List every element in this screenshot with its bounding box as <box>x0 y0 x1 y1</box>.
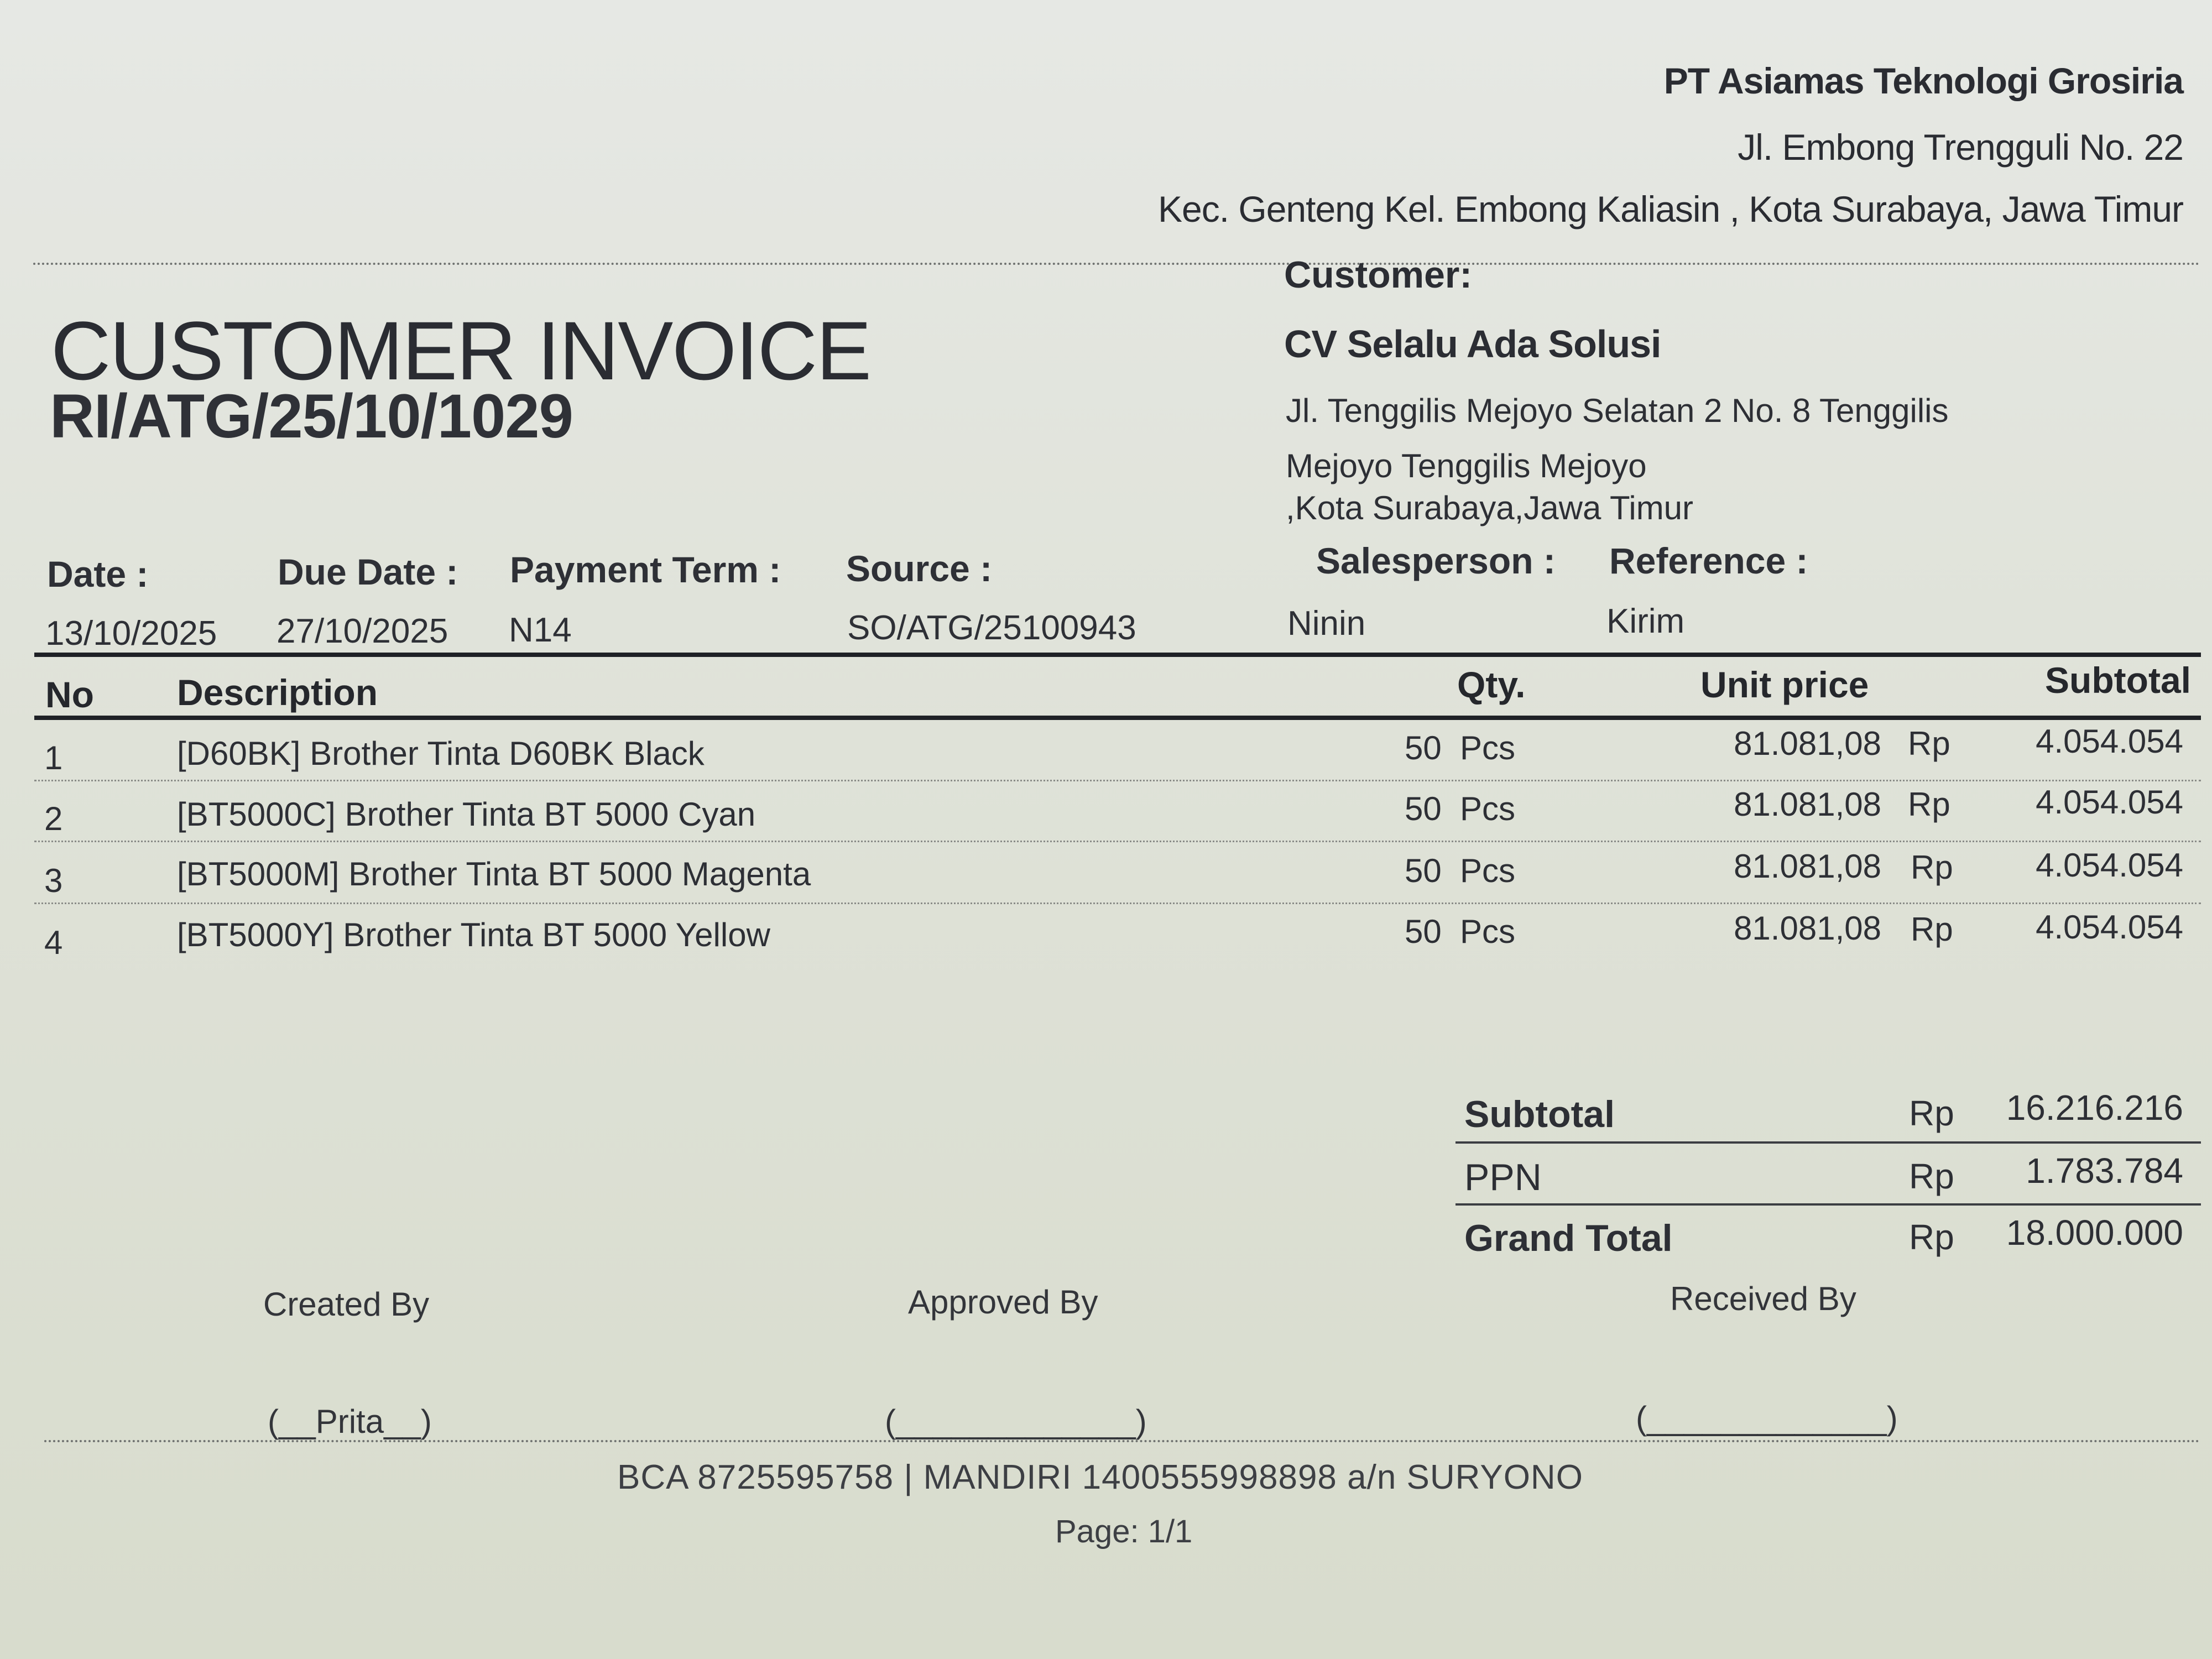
column-header-description: Description <box>177 672 378 713</box>
row-qty: 50 <box>1405 852 1442 889</box>
row-qty: 50 <box>1405 913 1442 950</box>
row-currency: Rp <box>1908 786 1950 823</box>
grand-total-currency: Rp <box>1909 1217 1954 1257</box>
row-uom: Pcs <box>1460 913 1516 950</box>
date-label: Date : <box>47 554 149 594</box>
row-uom: Pcs <box>1460 790 1516 827</box>
page-number: Page: 1/1 <box>1055 1514 1193 1550</box>
row-divider <box>34 780 2201 781</box>
salesperson-label: Salesperson : <box>1316 540 1556 581</box>
source-value: SO/ATG/25100943 <box>847 609 1136 647</box>
header-divider <box>33 263 2201 265</box>
customer-address-line: ,Kota Surabaya,Jawa Timur <box>1286 489 1694 526</box>
row-uom: Pcs <box>1460 729 1516 766</box>
payment-term-label: Payment Term : <box>510 549 781 590</box>
row-qty: 50 <box>1405 729 1442 766</box>
row-unit-price: 81.081,08 <box>1734 910 1881 947</box>
ppn-currency: Rp <box>1909 1156 1954 1196</box>
company-address-line-2: Kec. Genteng Kel. Embong Kaliasin , Kota Surabaya, Jawa Timur <box>1157 189 2183 229</box>
row-description: [BT5000C] Brother Tinta BT 5000 Cyan <box>177 796 756 833</box>
due-date-label: Due Date : <box>278 551 458 592</box>
customer-name: CV Selalu Ada Solusi <box>1284 322 1661 366</box>
invoice-title: CUSTOMER INVOICE <box>51 304 871 397</box>
date-value: 13/10/2025 <box>45 614 217 653</box>
due-date-value: 27/10/2025 <box>276 612 448 650</box>
row-no: 4 <box>44 924 63 961</box>
row-unit-price: 81.081,08 <box>1734 725 1881 762</box>
customer-label: Customer: <box>1284 254 1473 296</box>
created-by-label: Created By <box>263 1286 430 1323</box>
payment-term-value: N14 <box>509 611 572 649</box>
received-by-signature-line: (_____________) <box>1636 1400 1898 1437</box>
row-divider <box>34 902 2201 904</box>
row-subtotal: 4.054.054 <box>2036 847 2183 884</box>
reference-value: Kirim <box>1606 602 1685 640</box>
source-label: Source : <box>846 548 993 589</box>
grand-total-label: Grand Total <box>1464 1217 1673 1259</box>
bank-info: BCA 8725595758 | MANDIRI 1400555998898 a/n SURYONO <box>617 1458 1583 1496</box>
customer-address-line: Mejoyo Tenggilis Mejoyo <box>1286 447 1647 484</box>
row-divider <box>34 841 2201 842</box>
column-header-subtotal: Subtotal <box>2045 660 2191 701</box>
row-unit-price: 81.081,08 <box>1734 786 1881 823</box>
row-no: 2 <box>44 800 63 837</box>
company-address-line-1: Jl. Embong Trengguli No. 22 <box>1738 127 2183 168</box>
column-header-no: No <box>45 674 94 715</box>
row-description: [D60BK] Brother Tinta D60BK Black <box>177 735 705 772</box>
invoice-number: RI/ATG/25/10/1029 <box>50 382 573 451</box>
row-description: [BT5000Y] Brother Tinta BT 5000 Yellow <box>177 916 770 953</box>
row-uom: Pcs <box>1460 852 1516 889</box>
column-header-unit-price: Unit price <box>1700 664 1869 705</box>
reference-label: Reference : <box>1609 540 1808 581</box>
totals-divider <box>1455 1141 2201 1144</box>
subtotal-currency: Rp <box>1909 1093 1954 1133</box>
row-no: 3 <box>44 862 63 899</box>
grand-total-value: 18.000.000 <box>2006 1213 2183 1253</box>
subtotal-label: Subtotal <box>1464 1093 1615 1135</box>
company-name: PT Asiamas Teknologi Grosiria <box>1663 60 2183 101</box>
signature-divider <box>44 1440 2201 1442</box>
row-subtotal: 4.054.054 <box>2036 909 2183 946</box>
row-no: 1 <box>44 739 63 776</box>
row-currency: Rp <box>1908 725 1950 762</box>
approved-by-signature-line: (_____________) <box>885 1403 1147 1440</box>
row-description: [BT5000M] Brother Tinta BT 5000 Magenta <box>177 855 811 893</box>
created-by-name: (__Prita__) <box>268 1403 432 1440</box>
table-header-border <box>34 716 2201 720</box>
row-subtotal: 4.054.054 <box>2036 723 2183 760</box>
row-subtotal: 4.054.054 <box>2036 784 2183 821</box>
ppn-label: PPN <box>1464 1156 1542 1198</box>
totals-divider <box>1455 1203 2201 1206</box>
subtotal-value: 16.216.216 <box>2006 1088 2183 1128</box>
row-currency: Rp <box>1911 849 1953 886</box>
ppn-value: 1.783.784 <box>2026 1151 2183 1191</box>
row-currency: Rp <box>1911 911 1953 948</box>
received-by-label: Received By <box>1670 1280 1856 1317</box>
salesperson-value: Ninin <box>1287 604 1366 643</box>
row-unit-price: 81.081,08 <box>1734 848 1881 885</box>
column-header-qty: Qty. <box>1457 664 1526 705</box>
row-qty: 50 <box>1405 790 1442 827</box>
customer-address-line: Jl. Tenggilis Mejoyo Selatan 2 No. 8 Tenggilis <box>1286 392 1949 429</box>
approved-by-label: Approved By <box>908 1284 1098 1321</box>
table-top-border <box>34 653 2201 657</box>
